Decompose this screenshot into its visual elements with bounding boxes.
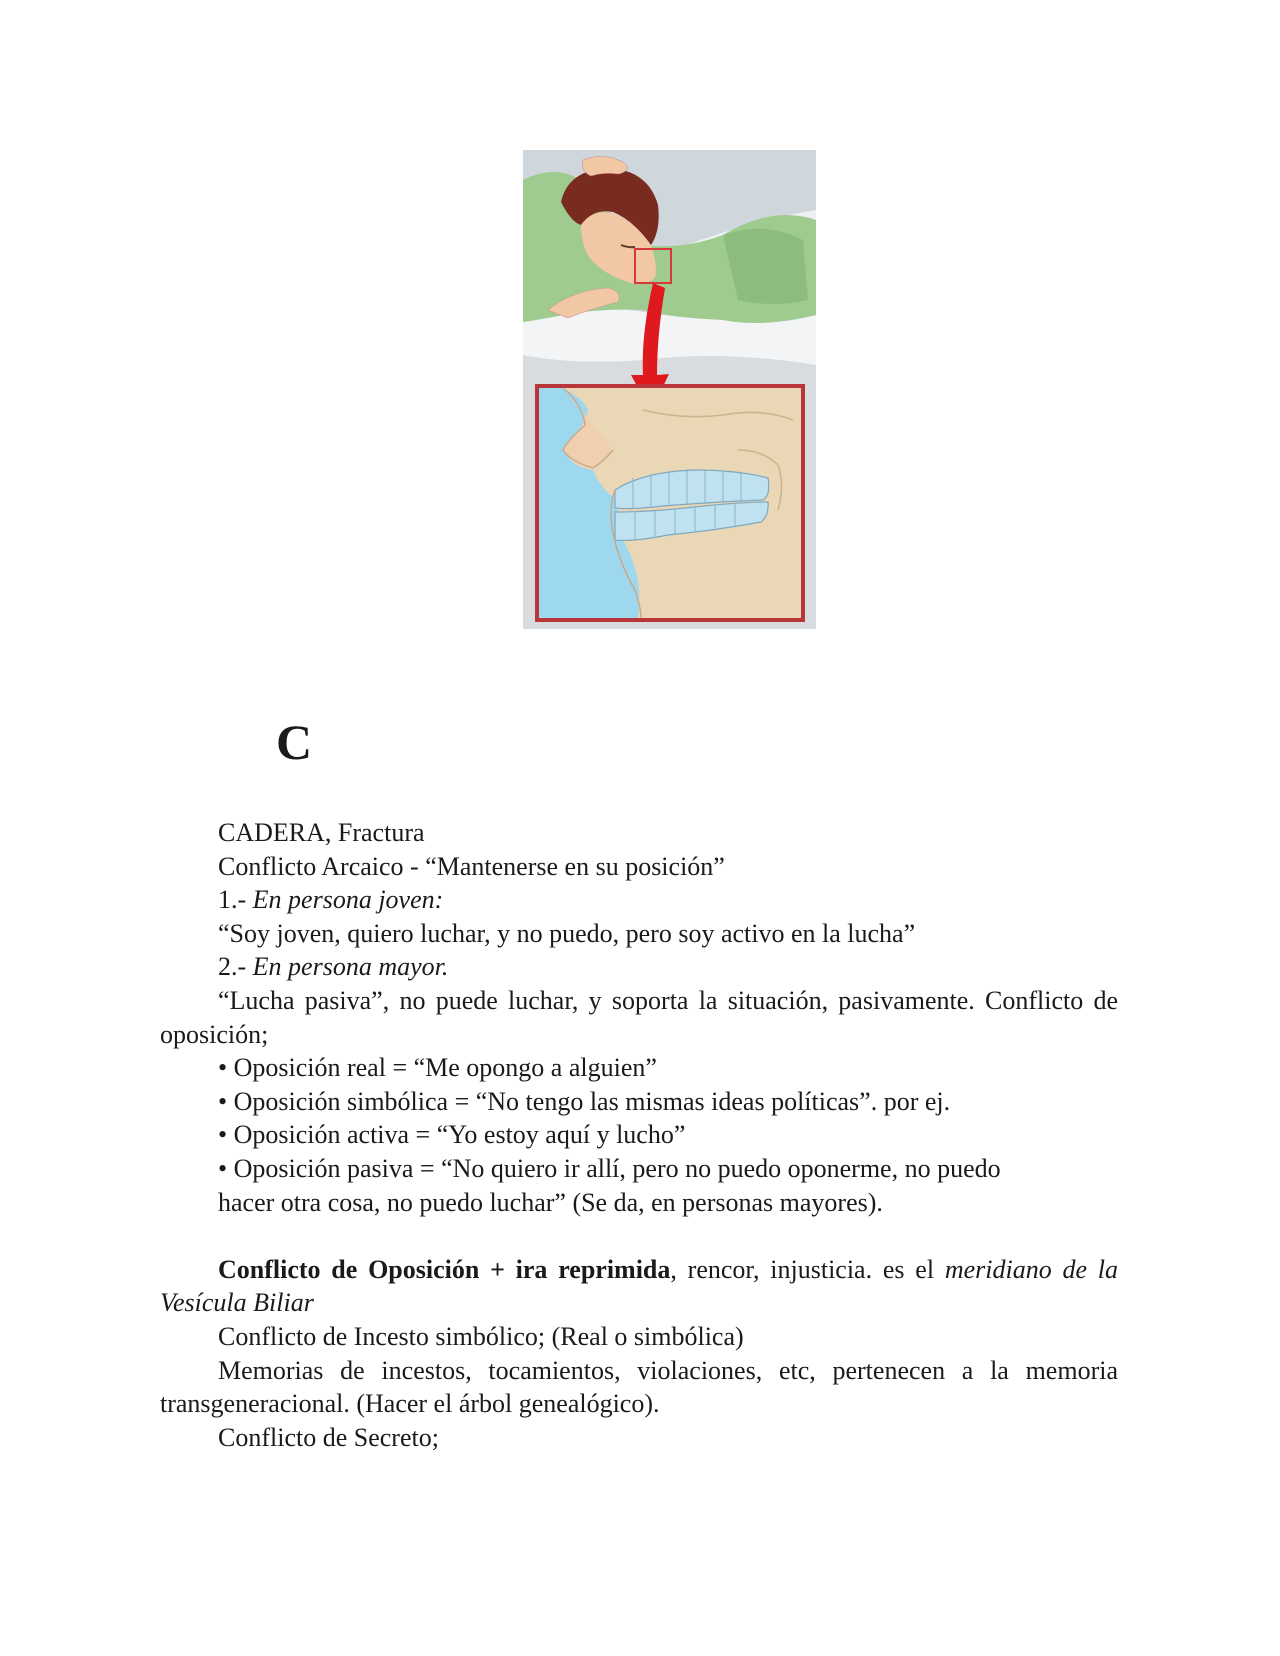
body-text <box>160 816 1118 1454</box>
sleeping-jaw-illustration <box>523 150 816 629</box>
bullet-item: • Oposición activa = “Yo estoy aquí y lucho” <box>218 1120 686 1150</box>
number-label: 1.- <box>218 885 253 915</box>
paragraph-persona-mayor <box>160 950 1118 984</box>
italic-phrase: meridiano de la Vesícula Biliar <box>160 1254 1119 1318</box>
number-label: 2.- <box>218 952 253 982</box>
paragraph-ira-reprimida <box>160 1253 1118 1320</box>
paragraph-memorias: Memorias de incestos, tocamientos, violaciones, etc, pertenecen a la memoria transgeneracional. (Hacer el árbol genealógico). <box>160 1355 1118 1419</box>
italic-label: En persona joven: <box>252 885 444 915</box>
paragraph-persona-joven <box>160 883 1118 917</box>
plain-phrase: , rencor, injusticia. es el <box>670 1254 945 1284</box>
paragraph-incesto: Conflicto de Incesto simbólico; (Real o simbólica) <box>218 1321 744 1351</box>
section-letter: C <box>276 714 313 770</box>
paragraph-lucha-pasiva: “Lucha pasiva”, no puede luchar, y soporta la situación, pasivamente. Conflicto de oposición; <box>160 985 1118 1049</box>
quote-joven: “Soy joven, quiero luchar, y no puedo, pero soy activo en la lucha” <box>218 918 916 948</box>
heading-cadera: CADERA, Fractura <box>218 818 425 847</box>
italic-label: En persona mayor. <box>252 952 449 982</box>
paragraph-secreto: Conflicto de Secreto; <box>218 1422 439 1452</box>
bullet-item: • Oposición simbólica = “No tengo las mismas ideas políticas”. por ej. <box>218 1086 951 1116</box>
bullet-item: • Oposición pasiva = “No quiero ir allí, pero no puedo oponerme, no puedo hacer otra cosa, no puedo luchar” (Se da, en personas mayores). <box>218 1153 1001 1217</box>
paragraph-conflicto-arcaico: Conflicto Arcaico - “Mantenerse en su posición” <box>218 851 725 881</box>
bold-phrase: Conflicto de Oposición + ira reprimida <box>218 1254 671 1284</box>
bullet-item: • Oposición real = “Me opongo a alguien” <box>218 1053 657 1083</box>
